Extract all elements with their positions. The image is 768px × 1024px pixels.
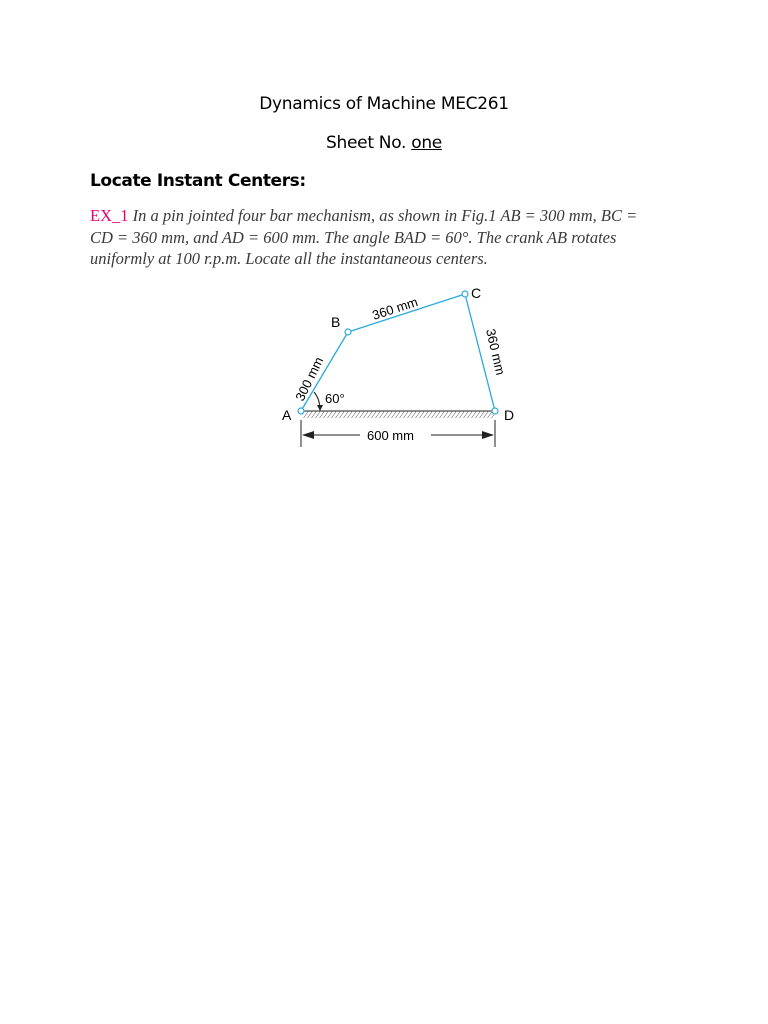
joint-b [345,329,351,335]
label-c: C [471,285,482,301]
dim-ab: 300 mm [292,354,327,404]
sheet-prefix: Sheet No. [326,133,412,153]
dim-cd: 360 mm [483,327,509,377]
problem-line-1 [90,205,690,227]
problem-line-1-text: In a pin jointed four bar mechanism, as shown in Fig.1 AB = 300 mm, BC = [128,206,638,225]
label-a: A [282,407,292,423]
dim-bc: 360 mm [370,294,420,323]
dim-arrow-right [482,431,494,439]
section-heading: Locate Instant Centers: [90,171,306,191]
problem-line-2: CD = 360 mm, and AD = 600 mm. The angle BAD = 60°. The crank AB rotates [90,227,617,247]
four-bar-mechanism-figure [270,278,530,458]
problem-line-3: uniformly at 100 r.p.m. Locate all the instantaneous centers. [90,249,488,268]
joint-c [462,291,468,297]
joint-a [298,408,304,414]
problem-tag: EX_1 [90,206,129,225]
sheet-number-line [0,133,768,153]
joint-d [492,408,498,414]
problem-statement [90,205,690,270]
angle-label: 60° [325,391,345,406]
dim-ad: 600 mm [367,428,414,443]
sheet-number: one [411,133,442,153]
ground-hatching [302,411,494,418]
label-b: B [331,314,341,330]
dim-arrow-left [302,431,314,439]
page-title: Dynamics of Machine MEC261 [259,94,509,114]
angle-arrowhead [317,405,323,411]
label-d: D [504,407,515,423]
